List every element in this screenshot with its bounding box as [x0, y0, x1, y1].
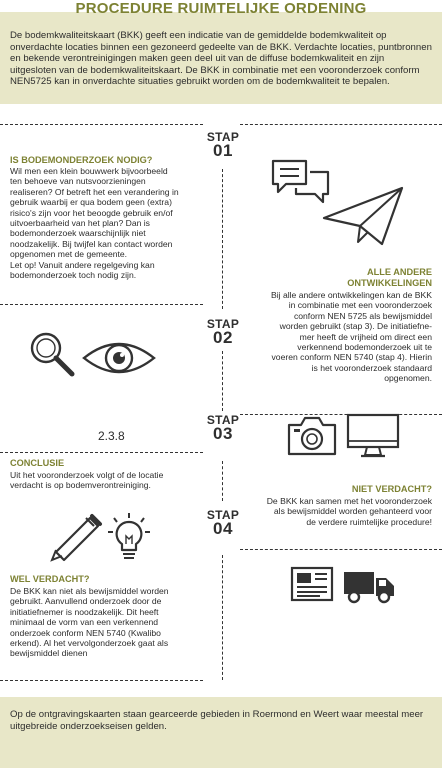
- section-body: [10, 586, 215, 659]
- section-body: [10, 166, 210, 280]
- text-line: verkennend bodemonderzoek uit te: [297, 342, 432, 353]
- divider: [240, 124, 442, 125]
- monitor-icon: [346, 413, 400, 459]
- section-heading: CONCLUSIE: [10, 458, 65, 468]
- step-label: STAP: [206, 130, 240, 144]
- heading-line: ONTWIKKELINGEN: [347, 277, 432, 288]
- section-heading: IS BODEMONDERZOEK NODIG?: [10, 155, 153, 165]
- text-line: bewijsmiddel dienen: [10, 648, 88, 659]
- step-number: 01: [213, 141, 233, 160]
- intro-text: De bodemkwaliteitskaart (BKK) geeft een indicatie van de gemiddelde bodemkwaliteit op onverdachte locaties binnen een gezoneerd gedeelte van de BKK. Verdachte locaties, puntbronnen en bekende verontreinigingen maken geen deel uit van de diffuse bodemkwaliteit en zijn uitgesloten van de bodemkwaliteitskaart. De BKK in combinatie met een vooronderzoek conform NEN5725 kan in onverdachte situaties gebruikt worden om de bodemkwaliteit te bepalen.: [10, 30, 432, 88]
- text-line: mer heeft de vrijheid om direct een: [299, 331, 432, 342]
- paper-plane-icon: [322, 186, 404, 248]
- text-line: Wil men een klein bouwwerk bijvoorbeeld: [10, 166, 168, 176]
- text-line: ten behoeve van nutsvoorzieningen: [10, 176, 146, 187]
- text-line: De BKK kan samen met het vooronderzoek: [266, 496, 432, 506]
- section-body: [232, 496, 432, 527]
- divider: [222, 555, 223, 680]
- divider: [222, 351, 223, 411]
- lightbulb-icon: [106, 512, 152, 566]
- text-line: initiatiefnemer is noodzakelijk. Dit heeft: [10, 606, 159, 617]
- section-heading: NIET VERDACHT?: [351, 484, 432, 494]
- divider: [0, 124, 203, 125]
- text-line: Uit het vooronderzoek volgt of de locatie: [10, 470, 164, 480]
- step-label: STAP: [206, 413, 240, 427]
- divider: [0, 304, 203, 305]
- section-body: [10, 470, 210, 491]
- step-01: [203, 131, 243, 159]
- eye-icon: [82, 336, 156, 380]
- pencil-icon: [48, 512, 104, 564]
- page-title: PROCEDURE RUIMTELIJKE ORDENING: [75, 0, 367, 17]
- text-line: bodemonderzoek toch nodig zijn.: [10, 270, 137, 281]
- text-line: conform NEN 5725 als bewijsmiddel: [293, 310, 432, 321]
- divider: [222, 169, 223, 309]
- text-line: de verdere ruimtelijke procedure!: [306, 516, 432, 527]
- footer-text: Op de ontgravingskaarten staan gearceerde gebieden in Roermond en Weert waar meestal meer uitgebreide onderzoekseisen gelden.: [10, 709, 424, 732]
- text-line: opgenomen.: [384, 373, 432, 384]
- camera-icon: [286, 415, 338, 457]
- text-line: is het vooronderzoek standaard: [311, 362, 432, 373]
- text-line: verdacht is op bodemverontreiniging.: [10, 480, 151, 491]
- text-line: Let op! Vanuit andere regelgeving kan: [10, 259, 155, 270]
- text-line: realiseren? Of betreft het een verandering in: [10, 186, 179, 197]
- text-line: uitvoerbaarheid van het plan? Dan is: [10, 218, 150, 229]
- section-body: [232, 290, 432, 384]
- footer-band: [0, 697, 442, 768]
- text-line: als bewijsmiddel worden gehanteerd voor: [273, 506, 432, 517]
- section-heading: [282, 267, 432, 288]
- text-line: onderzoek conform NEN 5740 (Kwalibo: [10, 627, 161, 638]
- text-line: bodemonderzoek waarschijnlijk niet: [10, 228, 146, 239]
- newspaper-icon: [290, 566, 334, 602]
- text-line: Bij alle andere ontwikkelingen kan de BKK: [271, 290, 432, 300]
- divider: [240, 414, 442, 415]
- text-line: gebruikt. Aanvullend onderzoek door de: [10, 596, 162, 607]
- text-line: worden gebruikt (stap 3). De initiatiefne-: [279, 321, 432, 332]
- text-line: risico's zijn voor het beoogde gebruik en/of: [10, 207, 173, 218]
- text-line: noodzakelijk. Bij twijfel kan contact worden: [10, 238, 173, 249]
- text-line: opgenomen met de gemeente.: [10, 249, 128, 260]
- text-line: voeren conform NEN 5740 (stap 4). Hierin: [271, 352, 432, 363]
- step-03: [203, 414, 243, 442]
- page-reference: 2.3.8: [98, 429, 125, 443]
- text-line: gebruik waarbij er qua bodem geen (extra): [10, 197, 172, 208]
- text-line: minimaal de vorm van een verkennend: [10, 617, 159, 628]
- divider: [0, 680, 203, 681]
- text-line: De BKK kan niet als bewijsmiddel worden: [10, 586, 169, 596]
- heading-line: ALLE ANDERE: [367, 267, 432, 277]
- truck-icon: [342, 568, 396, 604]
- step-number: 04: [213, 519, 233, 538]
- section-heading: WEL VERDACHT?: [10, 574, 90, 584]
- magnifier-icon: [28, 330, 78, 378]
- intro-band: [0, 12, 442, 104]
- step-label: STAP: [206, 317, 240, 331]
- divider: [240, 549, 442, 550]
- text-line: erkend). Al het vervolgonderzoek gaat als: [10, 638, 169, 649]
- step-label: STAP: [206, 508, 240, 522]
- step-number: 02: [213, 328, 233, 347]
- divider: [0, 452, 203, 453]
- divider: [222, 461, 223, 501]
- text-line: in combinatie met een vooronderzoek: [288, 300, 432, 311]
- step-number: 03: [213, 424, 233, 443]
